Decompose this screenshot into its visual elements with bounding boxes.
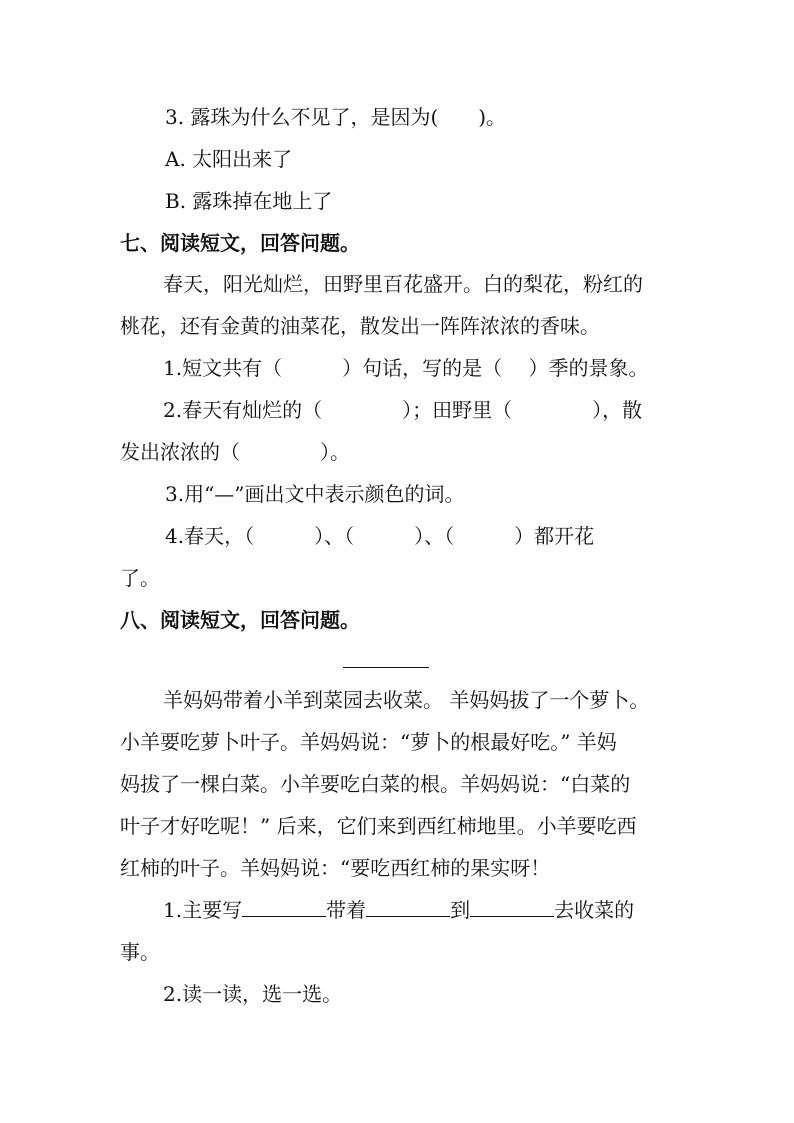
answer-blank-1[interactable]	[242, 898, 326, 917]
section-7-heading: 七、阅读短文，回答问题。	[120, 231, 360, 255]
question-7-2-line-2: 发出浓浓的（ ）。	[120, 440, 350, 464]
passage-7-line-1: 春天，阳光灿烂，田野里百花盛开。白的梨花，粉红的	[163, 272, 643, 296]
question-3-dewdrop: 3. 露珠为什么不见了，是因为( )。	[165, 105, 507, 129]
question-7-4-line-1: 4.春天，（ ）、（ ）、（ ）都开花	[165, 524, 595, 548]
answer-blank-2[interactable]	[366, 898, 450, 917]
option-b: B. 露珠掉在地上了	[165, 189, 333, 213]
q8-1-text-b: 带着	[326, 898, 367, 922]
q8-1-text-d: 去收菜的	[554, 898, 635, 922]
question-8-2: 2.读一读，选一选。	[163, 982, 343, 1006]
passage-8-line-1: 羊妈妈带着小羊到菜园去收菜。 羊妈妈拔了一个萝卜。	[163, 688, 650, 712]
answer-blank-3[interactable]	[470, 898, 554, 917]
q8-1-text-c: 到	[450, 898, 471, 922]
question-7-1: 1.短文共有（ ）句话，写的是（ ）季的景象。	[163, 356, 649, 380]
passage-8-line-4: 叶子才好吃呢！” 后来，它们来到西红柿地里。小羊要吃西	[120, 814, 637, 838]
passage-7-line-2: 桃花，还有金黄的油菜花，散发出一阵阵浓浓的香味。	[120, 314, 600, 338]
title-blank-line	[343, 667, 429, 668]
option-a: A. 太阳出来了	[165, 147, 293, 171]
section-8-heading: 八、阅读短文，回答问题。	[120, 608, 360, 632]
question-8-1-line-2: 事。	[120, 940, 160, 964]
passage-8-line-5: 红柿的叶子。羊妈妈说：“要吃西红柿的果实呀！	[120, 856, 551, 880]
passage-8-line-3: 妈拔了一棵白菜。小羊要吃白菜的根。羊妈妈说：“白菜的	[120, 772, 631, 796]
passage-8-line-2: 小羊要吃萝卜叶子。羊妈妈说：“萝卜的根最好吃。” 羊妈	[120, 730, 617, 754]
q8-1-text-a: 1.主要写	[163, 898, 243, 922]
question-7-4-line-2: 了。	[120, 566, 160, 590]
question-8-1-line-1	[163, 896, 794, 924]
question-7-2-line-1: 2.春天有灿烂的（ ）；田野里（ ），散	[163, 398, 643, 422]
question-7-3: 3.用“—”画出文中表示颜色的词。	[165, 482, 465, 506]
